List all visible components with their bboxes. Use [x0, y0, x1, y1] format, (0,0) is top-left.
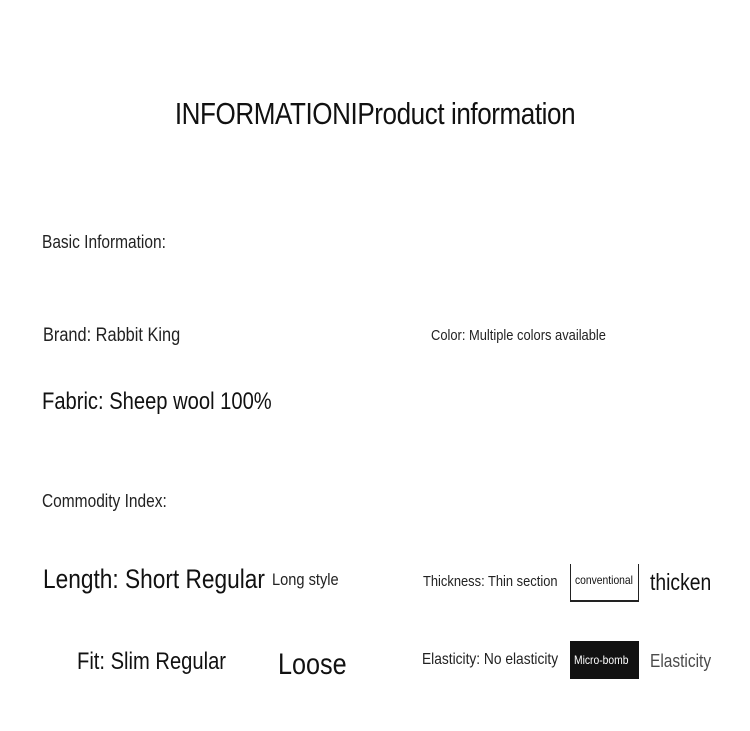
fabric-spec: Fabric: Sheep wool 100%	[42, 388, 272, 415]
thickness-spec: Thickness: Thin section	[423, 573, 558, 590]
commodity-index-heading: Commodity Index:	[42, 491, 167, 511]
basic-information-heading: Basic Information:	[42, 232, 166, 252]
thickness-selected-box	[570, 564, 639, 602]
color-spec: Color: Multiple colors available	[431, 327, 606, 344]
elasticity-option: Elasticity	[650, 651, 712, 671]
thickness-selected-label: conventional	[575, 573, 633, 587]
length-option-long: Long style	[272, 570, 339, 589]
fit-spec: Fit: Slim Regular	[77, 648, 226, 675]
page-title: INFORMATIONIProduct information	[174, 96, 576, 131]
length-spec: Length: Short Regular	[43, 564, 265, 594]
elasticity-selected-label: Micro-bomb	[574, 653, 629, 667]
elasticity-selected-box	[570, 641, 639, 679]
thickness-option-thicken: thicken	[650, 569, 712, 595]
fit-option-loose: Loose	[278, 648, 347, 681]
brand-spec: Brand: Rabbit King	[43, 325, 181, 346]
elasticity-spec: Elasticity: No elasticity	[422, 651, 559, 668]
